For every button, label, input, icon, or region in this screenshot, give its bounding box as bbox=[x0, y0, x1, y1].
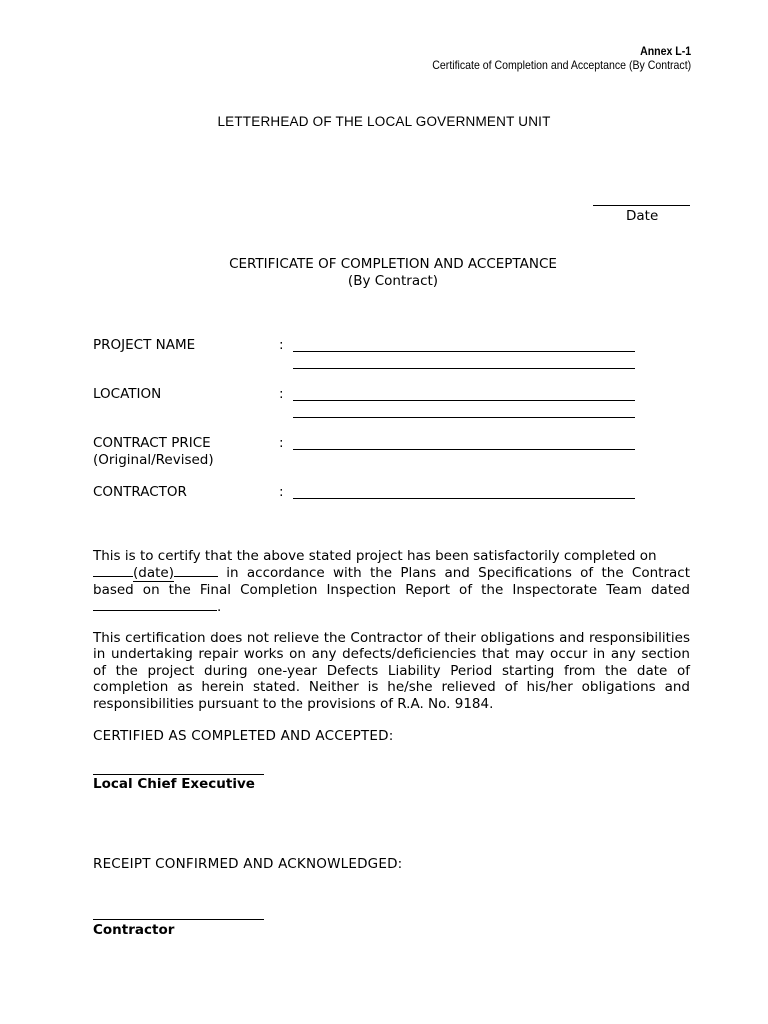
certificate-title-sub: (By Contract) bbox=[347, 273, 439, 289]
certification-line-3: based on the Final Completion Inspection Report of the Inspectorate Team dated bbox=[93, 581, 690, 598]
project-name-label: PROJECT NAME bbox=[93, 337, 196, 353]
annex-subtitle: Certificate of Completion and Acceptance (By Contract) bbox=[432, 58, 691, 72]
contract-price-colon: : bbox=[279, 435, 284, 451]
contractor-signature-label: Contractor bbox=[93, 922, 175, 938]
location-label: LOCATION bbox=[93, 386, 162, 402]
certificate-title-main: CERTIFICATE OF COMPLETION AND ACCEPTANCE bbox=[229, 256, 557, 272]
certified-heading: CERTIFIED AS COMPLETED AND ACCEPTED: bbox=[93, 728, 394, 744]
letterhead: LETTERHEAD OF THE LOCAL GOVERNMENT UNIT bbox=[217, 114, 551, 129]
obligations-paragraph: This certification does not relieve the Contractor of their obligations and responsibilities in undertaking repair works on any defects/deficiencies that may occur in any section of the project during one-year Defects Liability Period starting from the date of completion as herein stated. Neither is he/she relieved of his/her obligations and responsibilities pursuant to the provisions of R.A. No. 9184. bbox=[93, 630, 690, 712]
project-name-line-2 bbox=[293, 368, 635, 369]
contract-price-label-line1: CONTRACT PRICE bbox=[93, 435, 211, 451]
lce-signature-label: Local Chief Executive bbox=[93, 776, 255, 792]
annex-header bbox=[432, 44, 691, 72]
certification-line-2 bbox=[93, 564, 690, 581]
contract-price-label bbox=[93, 435, 214, 469]
contract-price-label-line2: (Original/Revised) bbox=[93, 452, 214, 468]
certification-end: . bbox=[217, 599, 222, 616]
certification-line-2-text: in accordance with the Plans and Specifications of the Contract bbox=[226, 565, 690, 582]
location-line-2 bbox=[293, 417, 635, 418]
contractor-colon: : bbox=[279, 484, 284, 500]
certification-line-4 bbox=[93, 598, 690, 615]
location-colon: : bbox=[279, 386, 284, 402]
project-name-line-1 bbox=[293, 351, 635, 352]
date-blank-right bbox=[174, 564, 218, 577]
lce-signature-line bbox=[93, 774, 264, 775]
contractor-label: CONTRACTOR bbox=[93, 484, 187, 500]
certification-line-1: This is to certify that the above stated project has been satisfactorily completed on bbox=[93, 548, 657, 564]
project-name-colon: : bbox=[279, 337, 284, 353]
receipt-heading: RECEIPT CONFIRMED AND ACKNOWLEDGED: bbox=[93, 856, 403, 872]
location-line-1 bbox=[293, 400, 635, 401]
date-line bbox=[593, 205, 690, 206]
contractor-line bbox=[293, 498, 635, 499]
certification-paragraph bbox=[93, 548, 690, 616]
contractor-signature-line bbox=[93, 919, 264, 920]
date-blank-left bbox=[93, 564, 133, 577]
inspection-date-blank bbox=[93, 598, 217, 611]
date-placeholder: (date) bbox=[133, 565, 174, 582]
certificate-title bbox=[0, 256, 768, 290]
contract-price-line bbox=[293, 449, 635, 450]
annex-number: Annex L-1 bbox=[639, 44, 691, 58]
date-label: Date bbox=[626, 208, 659, 224]
